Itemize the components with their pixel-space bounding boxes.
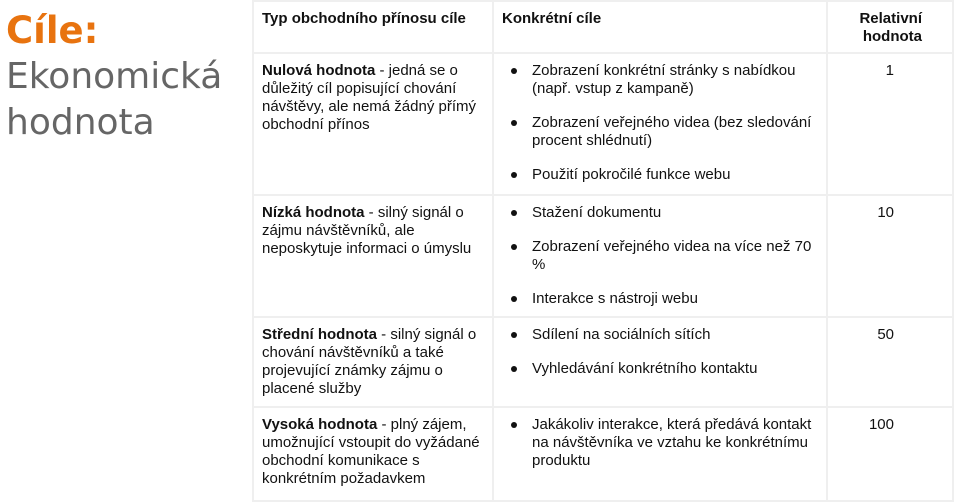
row-1-level: Nízká hodnota (262, 204, 365, 221)
bullet-icon (511, 366, 517, 372)
goal-item: Použití pokročilé funkce webu (502, 166, 818, 184)
row-3-desc: - plný zájem, umožnující vstoupit do vyžádané obchodní komunikace s konkrétním požadavkem (262, 416, 480, 487)
goal-item: Vyhledávání konkrétního kontaktu (502, 360, 818, 378)
bullet-icon (511, 172, 517, 178)
goal-item: Zobrazení konkrétní stránky s nabídkou (např. vstup z kampaně) (502, 62, 818, 98)
goal-item: Zobrazení veřejného videa (bez sledování procent shlédnutí) (502, 114, 818, 150)
bullet-icon (511, 120, 517, 126)
row-1-desc: - silný signál o zájmu návštěvníků, ale neposkytuje informaci o úmyslu (262, 204, 472, 257)
slide-title (6, 8, 246, 146)
row-2-desc: - silný signál o chování návštěvníků a také projevující známky zájmu o placené služby (262, 326, 477, 397)
row-3-type (254, 408, 492, 500)
goal-item: Interakce s nástroji webu (502, 290, 818, 308)
row-3-value: 100 (828, 408, 952, 500)
row-0-type (254, 54, 492, 194)
bullet-icon (511, 244, 517, 250)
goal-item: Jakákoliv interakce, která předává kontakt na návštěvníka ve vztahu ke konkrétnímu produktu (502, 416, 818, 470)
row-2-goals (494, 318, 826, 406)
goal-item: Zobrazení veřejného videa na více než 70 % (502, 238, 818, 274)
title-line-1: Ekonomická (6, 56, 223, 97)
row-3-level: Vysoká hodnota (262, 416, 378, 433)
row-1-value: 10 (828, 196, 952, 316)
row-0-level: Nulová hodnota (262, 62, 376, 79)
title-accent: Cíle: (6, 9, 99, 52)
bullet-icon (511, 422, 517, 428)
goal-item: Stažení dokumentu (502, 204, 818, 222)
row-1-type (254, 196, 492, 316)
row-2-type (254, 318, 492, 406)
goal-item: Sdílení na sociálních sítích (502, 326, 818, 344)
bullet-icon (511, 332, 517, 338)
title-line-2: hodnota (6, 102, 155, 143)
row-0-desc: - jedná se o důležitý cíl popisující chování návštěvy, ale nemá žádný přímý obchodní přínos (262, 62, 476, 133)
row-2-level: Střední hodnota (262, 326, 377, 343)
row-0-goals (494, 54, 826, 194)
bullet-icon (511, 296, 517, 302)
bullet-icon (511, 68, 517, 74)
header-value: Relativní hodnota (828, 2, 952, 52)
bullet-icon (511, 210, 517, 216)
row-3-goals (494, 408, 826, 500)
row-2-value: 50 (828, 318, 952, 406)
row-1-goals (494, 196, 826, 316)
header-type: Typ obchodního přínosu cíle (254, 2, 492, 52)
row-0-value: 1 (828, 54, 952, 194)
header-goals: Konkrétní cíle (494, 2, 826, 52)
goals-table (252, 0, 954, 502)
